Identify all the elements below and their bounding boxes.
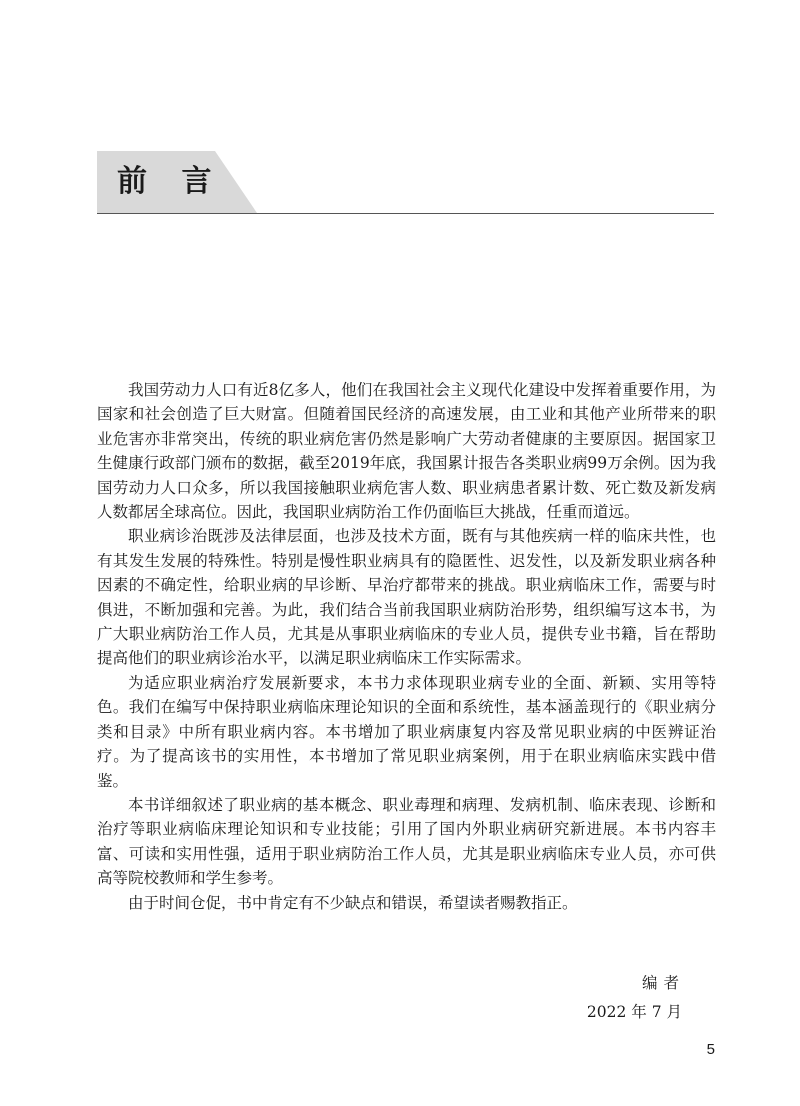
paragraph: 本书详细叙述了职业病的基本概念、职业毒理和病理、发病机制、临床表现、诊断和治疗等职业病临床理论知识和专业技能；引用了国内外职业病研究新进展。本书内容丰富、可读和实用性强，适用于职业病防治工作人员，尤其是职业病临床专业人员，亦可供高等院校教师和学生参考。 — [97, 795, 716, 888]
signature-date: 2022 年 7 月 — [586, 1003, 682, 1021]
paragraph: 为适应职业病治疗发展新要求，本书力求体现职业病专业的全面、新颖、实用等特色。我们在编写中保持职业病临床理论知识的全面和系统性，基本涵盖现行的《职业病分类和目录》中所有职业病内容。本书增加了职业病康复内容及常见职业病的中医辨证治疗。为了提高该书的实用性，本书增加了常见职业病案例，用于在职业病临床实践中借鉴。 — [97, 673, 716, 790]
chapter-title: 前 言 — [117, 164, 224, 199]
preface-body — [97, 378, 716, 915]
chapter-heading — [97, 151, 257, 213]
paragraph: 我国劳动力人口有近8亿多人，他们在我国社会主义现代化建设中发挥着重要作用，为国家和社会创造了巨大财富。但随着国民经济的高速发展，由工业和其他产业所带来的职业危害亦非常突出，传统的职业病危害仍然是影响广大劳动者健康的主要原因。据国家卫生健康行政部门颁布的数据，截至2019年底，我国累计报告各类职业病99万余例。因为我国劳动力人口众多，所以我国接触职业病危害人数、职业病患者累计数、死亡数及新发病人数都居全球高位。因此，我国职业病防治工作仍面临巨大挑战，任重而道远。 — [97, 381, 716, 522]
paragraph: 由于时间仓促，书中肯定有不少缺点和错误，希望读者赐教指正。 — [128, 893, 578, 912]
page-number: 5 — [706, 1041, 715, 1058]
author-signature: 编者 — [641, 974, 685, 992]
paragraph: 职业病诊治既涉及法律层面，也涉及技术方面，既有与其他疾病一样的临床共性，也有其发生发展的特殊性。特别是慢性职业病具有的隐匿性、迟发性，以及新发职业病各种因素的不确定性，给职业病的早诊断、早治疗都带来的挑战。职业病临床工作，需要与时俱进，不断加强和完善。为此，我们结合当前我国职业病防治形势，组织编写这本书，为广大职业病防治工作人员，尤其是从事职业病临床的专业人员，提供专业书籍，旨在帮助提高他们的职业病诊治水平，以满足职业病临床工作实际需求。 — [97, 527, 716, 668]
heading-underline — [97, 213, 714, 214]
